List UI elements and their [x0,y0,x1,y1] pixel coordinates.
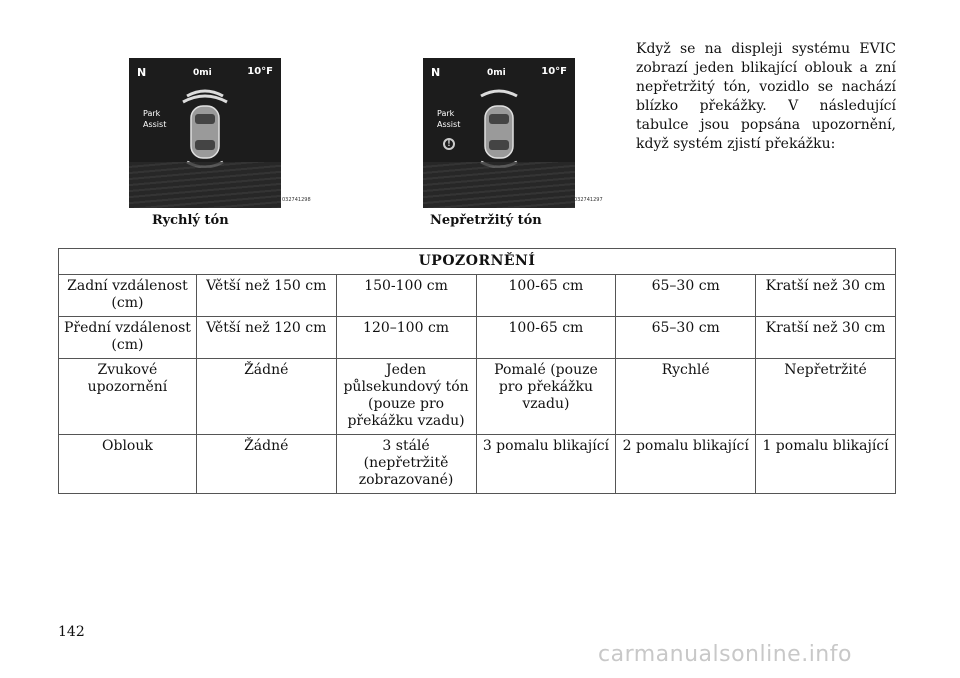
figure-continuous-tone-screen [423,58,575,208]
figure-caption-fast-tone: Rychlý tón [152,213,229,228]
table-cell: 120–100 cm [336,317,476,359]
table-cell: 3 pomalu blikající [476,435,616,494]
figure-caption-continuous-tone: Nepřetržitý tón [430,213,542,228]
compass-direction: N [431,66,441,79]
park-assist-line1: Park [437,109,455,118]
warning-icon: ! [443,138,455,150]
table-cell: Nepřetržité [756,359,896,435]
road-pattern [423,162,575,208]
warnings-table [58,248,896,494]
table-cell: Zadní vzdálenost (cm) [59,275,197,317]
figure-fast-tone-screen [129,58,281,208]
figure-code: 032741297 [574,197,603,203]
table-row [59,359,896,435]
table-row [59,317,896,359]
car-topview-icon [177,88,233,168]
odometer: 0mi [487,68,506,78]
intro-paragraph: Když se na displeji systému EVIC zobrazí jeden blikající oblouk a zní nepřetržitý tón, vozidlo se nachází blízko překážky. V následující tabulce jsou popsána upozornění, když systém zjistí překážku: [636,41,896,152]
temperature: 10°F [247,66,273,77]
table-cell: Větší než 120 cm [196,317,336,359]
table-cell: 3 stálé (nepřetržitě zobrazované) [336,435,476,494]
road-pattern [129,162,281,208]
table-cell: Žádné [196,359,336,435]
car-topview-icon [471,88,527,168]
table-cell: Rychlé [616,359,756,435]
table-row [59,435,896,494]
park-assist-line2: Assist [143,120,167,129]
evic-status-bar [431,64,569,80]
table-cell: Žádné [196,435,336,494]
park-assist-line1: Park [143,109,161,118]
table-cell: 150-100 cm [336,275,476,317]
park-assist-line2: Assist [437,120,461,129]
table-cell: Jeden půlsekundový tón (pouze pro překážku vzadu) [336,359,476,435]
evic-status-bar [137,64,275,80]
compass-direction: N [137,66,147,79]
table-cell: Větší než 150 cm [196,275,336,317]
park-assist-label [437,108,460,130]
park-assist-label [143,108,166,130]
table-heading: UPOZORNĚNÍ [59,249,896,275]
temperature: 10°F [541,66,567,77]
table-cell: Kratší než 30 cm [756,317,896,359]
table-cell: 65–30 cm [616,317,756,359]
table-cell: 100-65 cm [476,275,616,317]
page-number: 142 [58,624,85,640]
table-row [59,275,896,317]
odometer: 0mi [193,68,212,78]
table-cell: 100-65 cm [476,317,616,359]
table-cell: Pomalé (pouze pro překážku vzadu) [476,359,616,435]
table-cell: 65–30 cm [616,275,756,317]
table-cell: 2 pomalu blikající [616,435,756,494]
figure-code: 032741298 [282,197,311,203]
table-cell: Oblouk [59,435,197,494]
table-cell: Zvukové upozornění [59,359,197,435]
table-cell: 1 pomalu blikající [756,435,896,494]
table-cell: Kratší než 30 cm [756,275,896,317]
watermark: carmanualsonline.info [598,642,852,667]
table-cell: Přední vzdálenost (cm) [59,317,197,359]
